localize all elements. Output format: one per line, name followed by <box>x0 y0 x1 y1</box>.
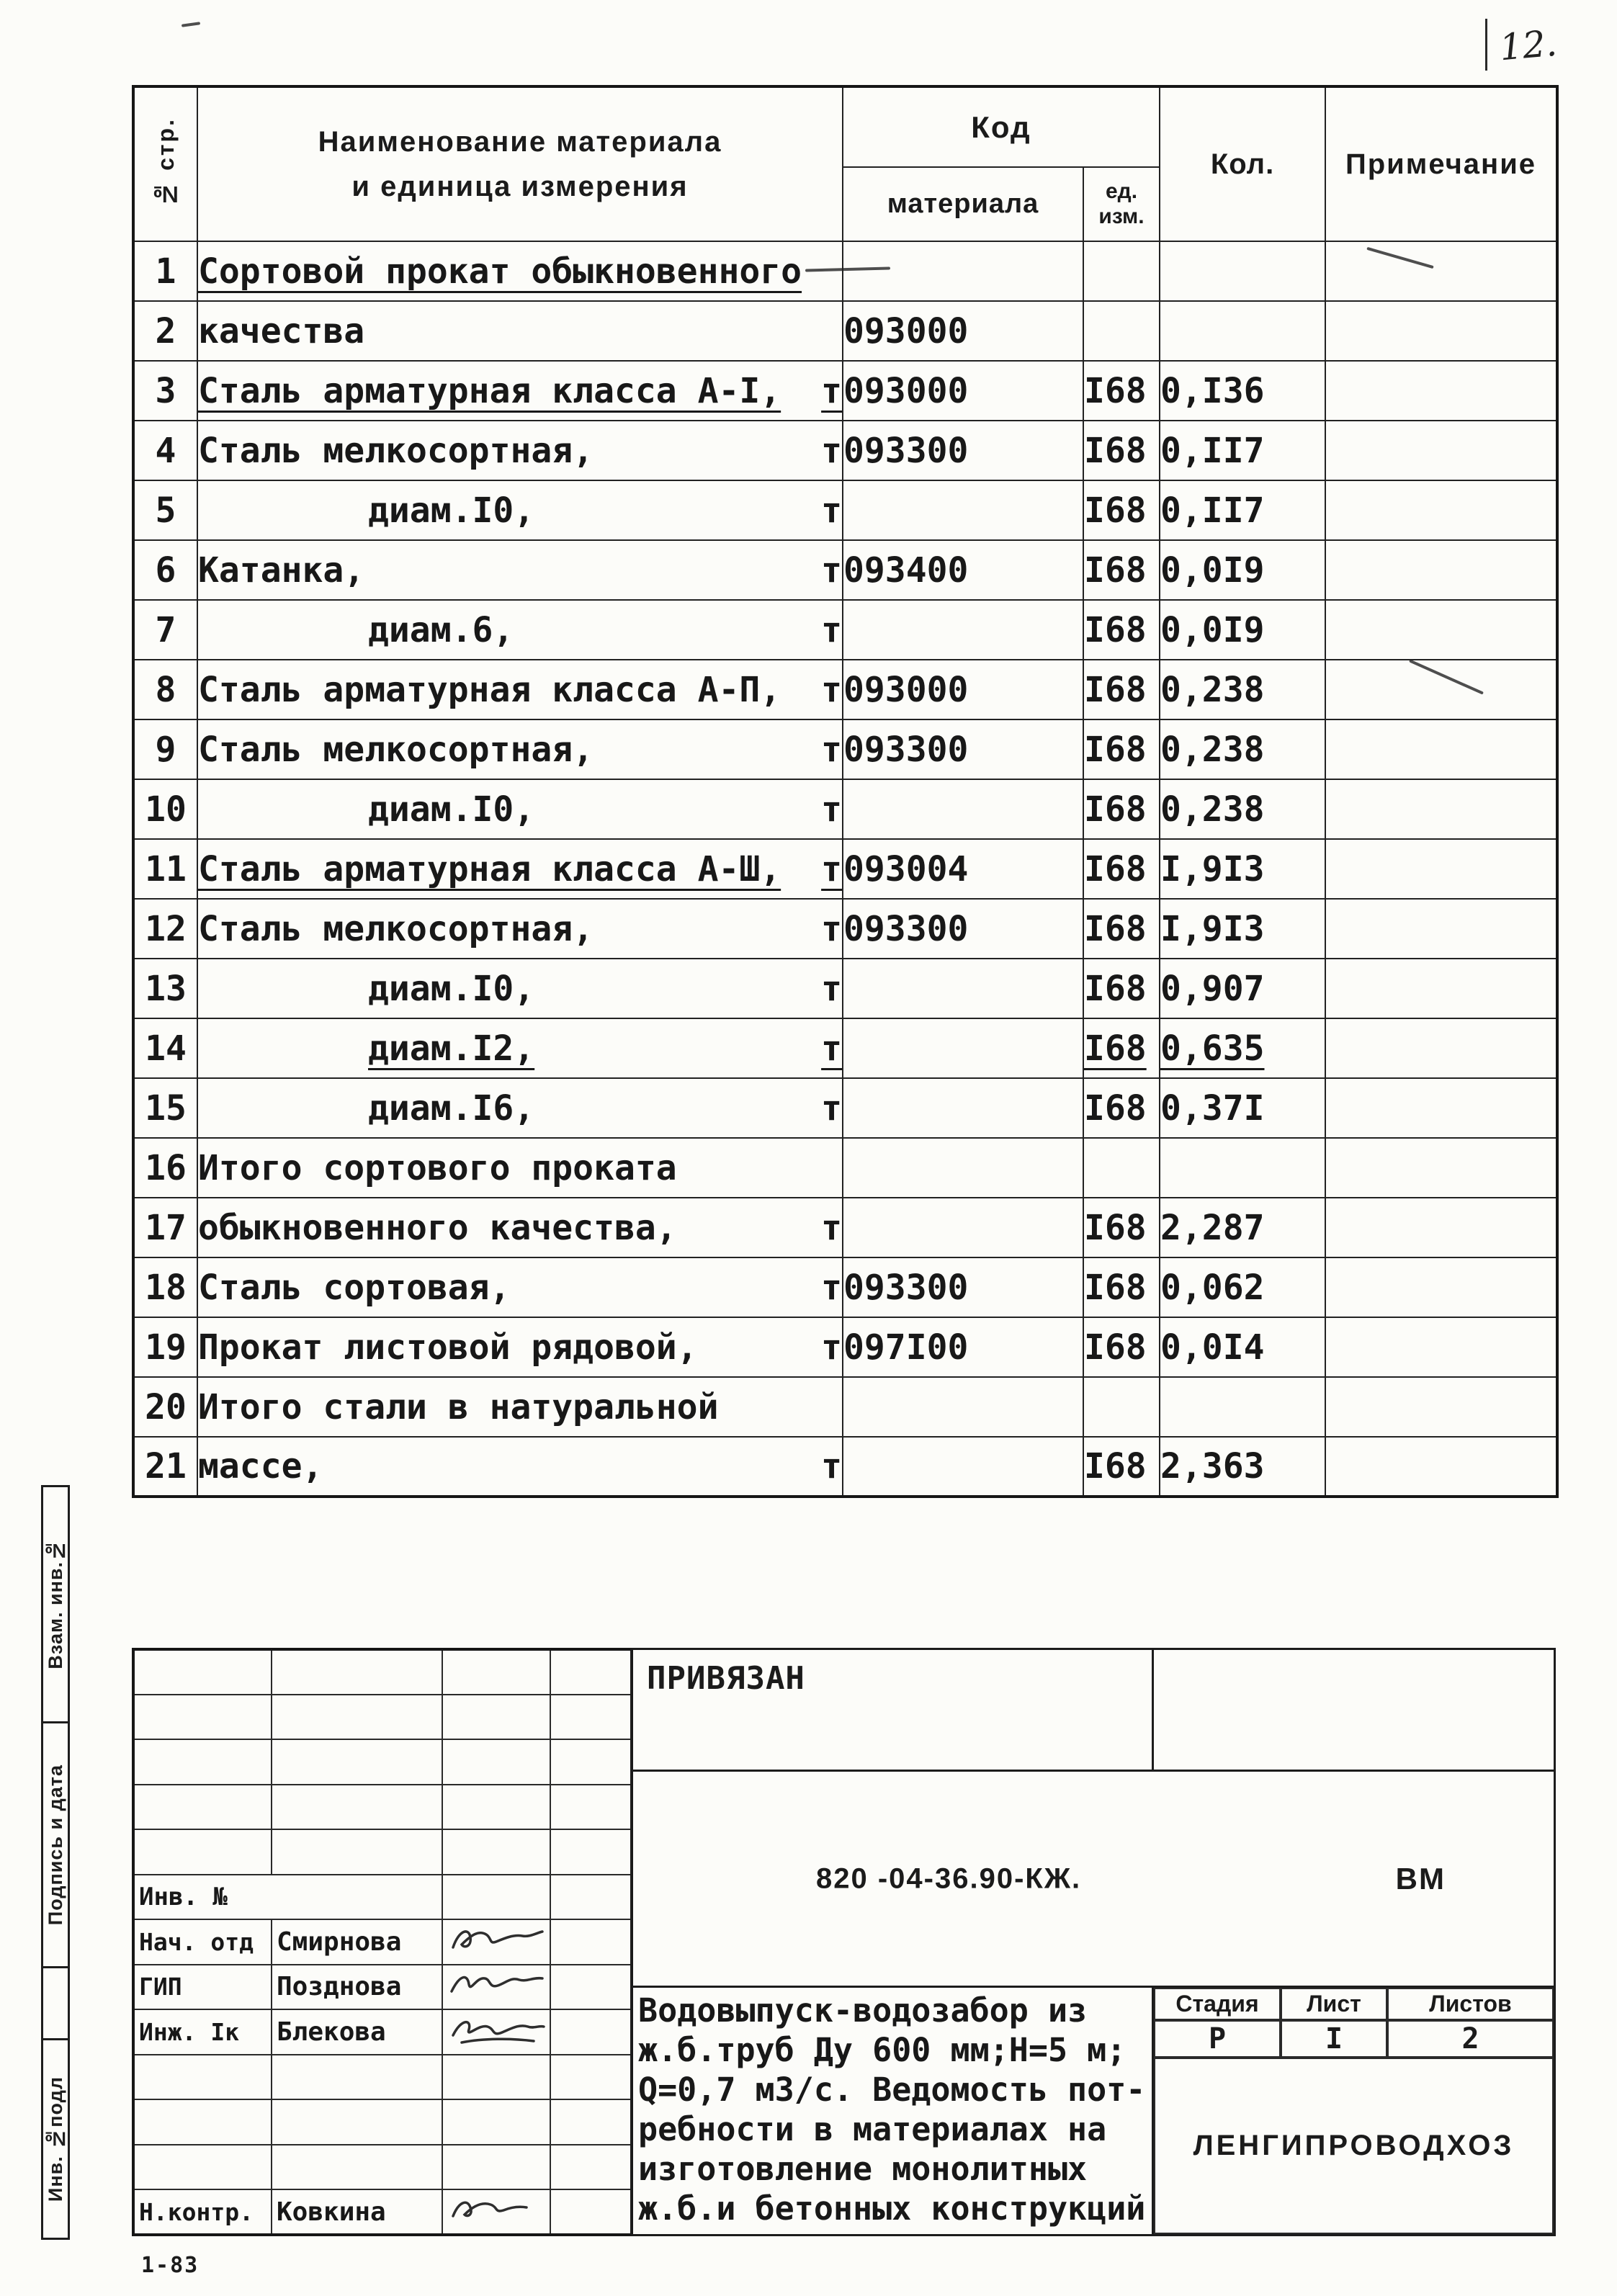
cell-unit-code: I68 <box>1083 959 1160 1018</box>
cell-quantity: 0,II7 <box>1160 421 1325 480</box>
cell-quantity: 0,I36 <box>1160 361 1325 421</box>
cell-material-name: Катанка, т <box>197 540 843 600</box>
cell-quantity <box>1160 1377 1325 1437</box>
cell-unit-code: I68 <box>1083 1437 1160 1497</box>
signature-cell <box>442 2189 550 2235</box>
cell-material-code <box>843 1198 1083 1257</box>
cell-material-code <box>843 1018 1083 1078</box>
sheet-value: I <box>1281 2020 1387 2058</box>
cell-material-code: 093000 <box>843 660 1083 719</box>
signoff-name: Смирнова <box>272 1919 442 1965</box>
privyazan-label: ПРИВЯЗАН <box>647 1660 805 1697</box>
cell-quantity <box>1160 301 1325 361</box>
cell-note <box>1325 540 1557 600</box>
cell-note <box>1325 1198 1557 1257</box>
cell-note <box>1325 301 1557 361</box>
cell-row-number: 19 <box>133 1317 197 1377</box>
page-number: 12. <box>1497 22 1559 69</box>
signoff-role: Н.контр. <box>133 2189 272 2235</box>
table-row <box>133 1138 1557 1198</box>
cell-row-number: 16 <box>133 1138 197 1198</box>
cell-quantity: 0,37I <box>1160 1078 1325 1138</box>
cell-unit-code: I68 <box>1083 1317 1160 1377</box>
cell-material-name: диам.I0, т <box>197 480 843 540</box>
table-row <box>133 361 1557 421</box>
sheets-label: Листов <box>1387 1988 1554 2020</box>
cell-material-name: Сталь сортовая, т <box>197 1257 843 1317</box>
signature-icon <box>447 1923 548 1958</box>
cell-row-number: 2 <box>133 301 197 361</box>
cell-material-code <box>843 1377 1083 1437</box>
cell-unit-code: I68 <box>1083 660 1160 719</box>
description-line: ребности в материалах на <box>638 2110 1107 2148</box>
cell-note <box>1325 241 1557 301</box>
cell-material-name: Сортовой прокат обыкновенного <box>197 241 843 301</box>
cell-unit-code <box>1083 241 1160 301</box>
cell-quantity: 0,907 <box>1160 959 1325 1018</box>
col-header-code-material: материала <box>843 167 1083 241</box>
cell-note <box>1325 1257 1557 1317</box>
table-row <box>133 1317 1557 1377</box>
table-row <box>133 241 1557 301</box>
cell-material-code <box>843 959 1083 1018</box>
titleblock-row <box>133 2145 632 2190</box>
cell-unit-code: I68 <box>1083 361 1160 421</box>
titleblock-row <box>133 2099 632 2145</box>
signature-cell <box>442 2009 550 2055</box>
table-row <box>133 1198 1557 1257</box>
table-row <box>133 839 1557 899</box>
cell-material-code: 093400 <box>843 540 1083 600</box>
cell-note <box>1325 480 1557 540</box>
cell-material-name: качества <box>197 301 843 361</box>
cell-material-name: диам.6, т <box>197 600 843 660</box>
cell-unit-code: I68 <box>1083 540 1160 600</box>
description-line: ж.б.труб Ду 600 мм;Н=5 м; <box>638 2031 1126 2069</box>
cell-material-code <box>843 779 1083 839</box>
description-line: Q=0,7 м3/с. Ведомость пот- <box>638 2071 1146 2109</box>
form-code: 1-83 <box>141 2253 200 2278</box>
signature-cell <box>442 1919 550 1965</box>
signoff-role: ГИП <box>133 1965 272 2010</box>
cell-material-name: диам.I0, т <box>197 779 843 839</box>
cell-quantity <box>1160 241 1325 301</box>
table-row <box>133 301 1557 361</box>
cell-note <box>1325 779 1557 839</box>
cell-row-number: 12 <box>133 899 197 959</box>
col-header-code: Код <box>843 86 1160 167</box>
cell-unit-code: I68 <box>1083 899 1160 959</box>
titleblock-row <box>133 1739 632 1785</box>
col-header-name: Наименование материала и единица измерения <box>197 86 843 241</box>
cell-material-name: Сталь мелкосортная, т <box>197 899 843 959</box>
cell-note <box>1325 1138 1557 1198</box>
cell-note <box>1325 660 1557 719</box>
table-row <box>133 480 1557 540</box>
cell-note <box>1325 1078 1557 1138</box>
cell-unit-code <box>1083 301 1160 361</box>
stage-value: Р <box>1154 2020 1281 2058</box>
cell-quantity: 0,0I9 <box>1160 540 1325 600</box>
signoff-name: Ковкина <box>272 2189 442 2235</box>
inv-no-label: Инв. № <box>133 1875 442 1920</box>
corner-line <box>1485 19 1487 71</box>
cell-note <box>1325 1018 1557 1078</box>
cell-unit-code <box>1083 1377 1160 1437</box>
cell-quantity: 0,0I4 <box>1160 1317 1325 1377</box>
cell-material-name: Сталь арматурная класса А-Ш, т <box>197 839 843 899</box>
titleblock-row <box>133 1649 632 1695</box>
table-row <box>133 660 1557 719</box>
cell-material-name: Прокат листовой рядовой, т <box>197 1317 843 1377</box>
col-header-note: Примечание <box>1325 86 1557 241</box>
signature-icon <box>447 2193 548 2228</box>
signature-cell <box>442 1965 550 2010</box>
table-row <box>133 540 1557 600</box>
titleblock-upper-right-cell <box>1152 1648 1556 1772</box>
signature-icon <box>447 1968 548 2003</box>
table-row <box>133 421 1557 480</box>
signoff-name: Блекова <box>272 2009 442 2055</box>
cell-quantity: 0,062 <box>1160 1257 1325 1317</box>
cell-note <box>1325 899 1557 959</box>
cell-material-code: 093300 <box>843 899 1083 959</box>
cell-quantity: 2,287 <box>1160 1198 1325 1257</box>
col-header-qty: Кол. <box>1160 86 1325 241</box>
sheet-label: Лист <box>1281 1988 1387 2020</box>
cell-unit-code: I68 <box>1083 600 1160 660</box>
signoff-role: Нач. отд <box>133 1919 272 1965</box>
cell-material-code <box>843 1078 1083 1138</box>
cell-row-number: 15 <box>133 1078 197 1138</box>
project-description-cell <box>630 1986 1154 2236</box>
cell-row-number: 11 <box>133 839 197 899</box>
cell-unit-code: I68 <box>1083 1257 1160 1317</box>
cell-quantity: 0,II7 <box>1160 480 1325 540</box>
cell-material-code <box>843 600 1083 660</box>
document-code: 820 -04-36.90-КЖ. <box>816 1862 1082 1894</box>
cell-unit-code <box>1083 1138 1160 1198</box>
cell-material-name: Итого стали в натуральной <box>197 1377 843 1437</box>
titleblock-row <box>133 1919 632 1965</box>
description-line: изготовление монолитных <box>638 2150 1088 2188</box>
cell-row-number: 7 <box>133 600 197 660</box>
cell-quantity: I,9I3 <box>1160 899 1325 959</box>
side-stamp-section-podpis: Подпись и дата <box>43 1723 68 1968</box>
cell-material-name: диам.I2, т <box>197 1018 843 1078</box>
titleblock-row <box>133 1829 632 1875</box>
cell-note <box>1325 1437 1557 1497</box>
document-code-cell <box>630 1770 1556 1988</box>
cell-unit-code: I68 <box>1083 719 1160 779</box>
table-row <box>133 600 1557 660</box>
cell-material-code <box>843 1437 1083 1497</box>
cell-note <box>1325 839 1557 899</box>
cell-quantity: 2,363 <box>1160 1437 1325 1497</box>
stage-grid <box>1152 1986 1556 2236</box>
cell-material-name: диам.I6, т <box>197 1078 843 1138</box>
titleblock-row <box>133 2009 632 2055</box>
cell-note <box>1325 1377 1557 1437</box>
table-row <box>133 899 1557 959</box>
cell-row-number: 20 <box>133 1377 197 1437</box>
table-row <box>133 779 1557 839</box>
titleblock-row <box>133 1965 632 2010</box>
cell-material-code: 093004 <box>843 839 1083 899</box>
cell-row-number: 13 <box>133 959 197 1018</box>
cell-unit-code: I68 <box>1083 480 1160 540</box>
cell-row-number: 8 <box>133 660 197 719</box>
cell-material-code: 093300 <box>843 719 1083 779</box>
cell-quantity: 0,0I9 <box>1160 600 1325 660</box>
cell-quantity: 0,238 <box>1160 660 1325 719</box>
cell-material-name: Сталь мелкосортная, т <box>197 719 843 779</box>
cell-row-number: 21 <box>133 1437 197 1497</box>
sheets-value: 2 <box>1387 2020 1554 2058</box>
titleblock-row <box>133 1695 632 1740</box>
cell-material-code: 093300 <box>843 1257 1083 1317</box>
cell-row-number: 6 <box>133 540 197 600</box>
cell-material-name: Итого сортового проката <box>197 1138 843 1198</box>
table-row <box>133 1078 1557 1138</box>
titleblock-left-grid <box>132 1648 633 2236</box>
table-row <box>133 1018 1557 1078</box>
cell-material-code <box>843 480 1083 540</box>
organization-name: ЛЕНГИПРОВОДХОЗ <box>1154 2058 1554 2234</box>
stage-label: Стадия <box>1154 1988 1281 2020</box>
cell-row-number: 9 <box>133 719 197 779</box>
privyazan-cell <box>630 1648 1154 1772</box>
cell-material-name: Сталь арматурная класса А-П, т <box>197 660 843 719</box>
cell-unit-code: I68 <box>1083 839 1160 899</box>
document-mark: ВМ <box>1395 1861 1446 1896</box>
cell-unit-code: I68 <box>1083 779 1160 839</box>
titleblock-row <box>133 1785 632 1830</box>
cell-note <box>1325 959 1557 1018</box>
signoff-role: Инж. Iк <box>133 2009 272 2055</box>
cell-material-code: 093000 <box>843 301 1083 361</box>
titleblock-left-grid-body <box>133 1649 632 2235</box>
cell-unit-code: I68 <box>1083 1198 1160 1257</box>
cell-row-number: 5 <box>133 480 197 540</box>
cell-row-number: 1 <box>133 241 197 301</box>
cell-material-name: массе, т <box>197 1437 843 1497</box>
cell-row-number: 4 <box>133 421 197 480</box>
cell-material-name: обыкновенного качества, т <box>197 1198 843 1257</box>
cell-note <box>1325 1317 1557 1377</box>
cell-quantity: 0,238 <box>1160 719 1325 779</box>
table-row <box>133 1257 1557 1317</box>
side-stamp-section-inv: Инв. №подл <box>44 2076 66 2202</box>
side-stamp-section-vzam: Взам. инв.№ <box>43 1487 68 1723</box>
titleblock-row <box>133 2189 632 2235</box>
table-row <box>133 959 1557 1018</box>
cell-material-name: Сталь мелкосортная, т <box>197 421 843 480</box>
table-row <box>133 719 1557 779</box>
titleblock-row <box>133 2055 632 2100</box>
cell-quantity <box>1160 1138 1325 1198</box>
cell-row-number: 10 <box>133 779 197 839</box>
cell-material-code <box>843 241 1083 301</box>
cell-material-code: 097I00 <box>843 1317 1083 1377</box>
cell-note <box>1325 600 1557 660</box>
side-stamp <box>41 1485 70 2240</box>
cell-unit-code: I68 <box>1083 1078 1160 1138</box>
project-description <box>638 1991 1149 2228</box>
cell-material-code: 093000 <box>843 361 1083 421</box>
cell-material-name: диам.I0, т <box>197 959 843 1018</box>
cell-note <box>1325 719 1557 779</box>
pen-mark <box>182 22 200 27</box>
cell-unit-code: I68 <box>1083 421 1160 480</box>
cell-material-name: Сталь арматурная класса А-I, т <box>197 361 843 421</box>
materials-table-body <box>133 241 1557 1497</box>
cell-quantity: 0,635 <box>1160 1018 1325 1078</box>
side-stamp-section-empty <box>43 1968 68 2040</box>
description-line: Водовыпуск-водозабор из <box>638 1991 1088 2030</box>
signature-icon <box>447 2014 548 2048</box>
signoff-name: Позднова <box>272 1965 442 2010</box>
table-row <box>133 1377 1557 1437</box>
cell-material-code <box>843 1138 1083 1198</box>
cell-quantity: I,9I3 <box>1160 839 1325 899</box>
cell-row-number: 18 <box>133 1257 197 1317</box>
col-header-unit: ед. изм. <box>1083 167 1160 241</box>
cell-material-code: 093300 <box>843 421 1083 480</box>
cell-note <box>1325 361 1557 421</box>
cell-unit-code: I68 <box>1083 1018 1160 1078</box>
cell-row-number: 17 <box>133 1198 197 1257</box>
col-header-row-number: № стр. <box>133 86 197 241</box>
table-row <box>133 1437 1557 1497</box>
cell-note <box>1325 421 1557 480</box>
titleblock-row <box>133 1875 632 1920</box>
materials-table <box>132 85 1559 1498</box>
cell-quantity: 0,238 <box>1160 779 1325 839</box>
cell-row-number: 14 <box>133 1018 197 1078</box>
description-line: ж.б.и бетонных конструкций <box>638 2189 1146 2228</box>
cell-row-number: 3 <box>133 361 197 421</box>
